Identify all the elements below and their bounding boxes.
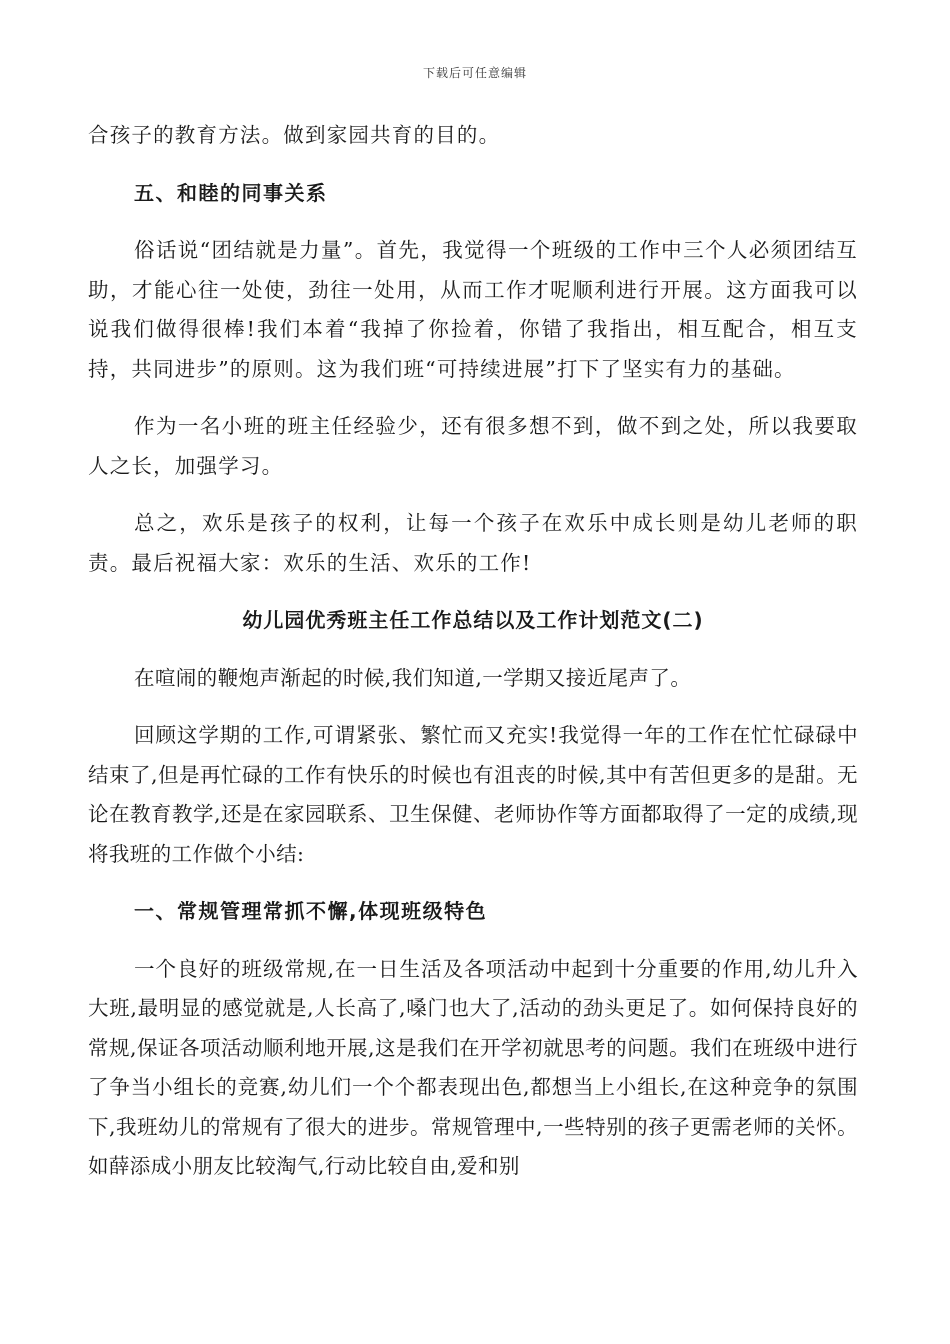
paragraph-review: 回顾这学期的工作,可谓紧张、繁忙而又充实!我觉得一年的工作在忙忙碌碌中结束了,但是再忙碌的工作有快乐的时候也有沮丧的时候,其中有苦但更多的是甜。无论在教育教学,还是在家园联系、卫生保健、老师协作等方面都取得了一定的成绩,现将我班的工作做个小结: bbox=[88, 723, 858, 866]
document-title-part-two: 幼儿园优秀班主任工作总结以及工作计划范文(二) bbox=[242, 608, 704, 632]
paragraph-routine: 一个良好的班级常规,在一日生活及各项活动中起到十分重要的作用,幼儿升入大班,最明显的感觉就是,人长高了,嗓门也大了,活动的劲头更足了。如何保持良好的常规,保证各项活动顺利地开展,这是我们在开学初就思考的问题。我们在班级中进行了争当小组长的竞赛,幼儿们一个个都表现出色,都想当上小组长,在这种竞争的氛围下,我班幼儿的常规有了很大的进步。常规管理中,一些特别的孩子更需老师的关怀。如薛添成小朋友比较淘气,行动比较自由,爱和别 bbox=[88, 956, 858, 1178]
page-header-note: 下载后可任意编辑 bbox=[422, 66, 527, 80]
paragraph-intro: 在喧闹的鞭炮声渐起的时候,我们知道,一学期又接近尾声了。 bbox=[134, 665, 692, 690]
section-heading-colleague-relations: 五、和睦的同事关系 bbox=[134, 180, 328, 205]
paragraph-teamwork: 俗话说“团结就是力量”。首先，我觉得一个班级的工作中三个人必须团结互助，才能心往一处使，劲往一处用，从而工作才呢顺利进行开展。这方面我可以说我们做得很棒!我们本着“我掉了你捡着，你错了我指出，相互配合，相互支持，共同进步”的原则。这为我们班“可持续进展”打下了坚实有力的基础。 bbox=[88, 238, 858, 381]
document-body bbox=[88, 116, 858, 1205]
section-heading-routine-management: 一、常规管理常抓不懈,体现班级特色 bbox=[134, 899, 488, 923]
paragraph-learning: 作为一名小班的班主任经验少，还有很多想不到，做不到之处，所以我要取人之长，加强学习。 bbox=[88, 414, 858, 478]
paragraph-continuation: 合孩子的教育方法。做到家园共育的目的。 bbox=[88, 123, 501, 147]
paragraph-conclusion: 总之，欢乐是孩子的权利，让每一个孩子在欢乐中成长则是幼儿老师的职责。最后祝福大家：欢乐的生活、欢乐的工作! bbox=[88, 511, 858, 575]
